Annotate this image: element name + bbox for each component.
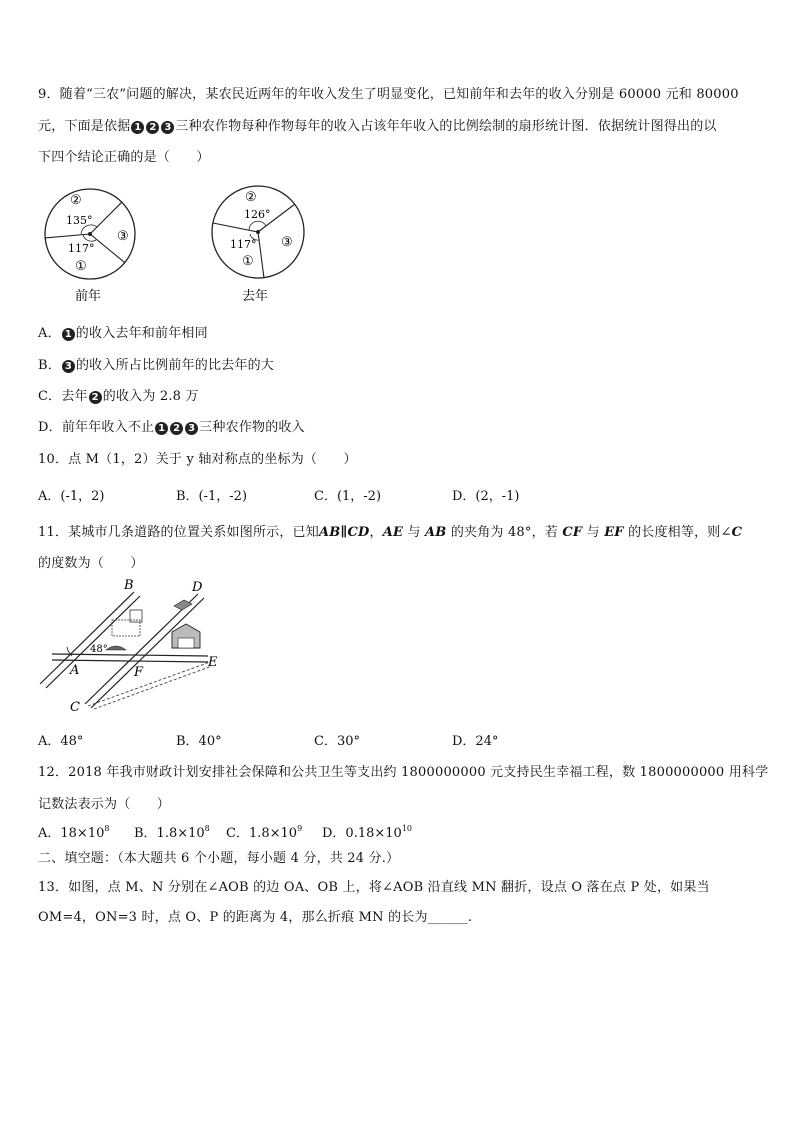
q12-line2: 记数法表示为（ ） (38, 797, 171, 812)
road-label-c: C (70, 700, 80, 715)
q11-c: C (731, 525, 743, 540)
q11-ab: AB (425, 525, 447, 540)
q12-a-exp: 8 (104, 824, 110, 833)
q11-text: 与 (403, 525, 426, 540)
q11-ef: EF (604, 525, 624, 540)
pie-left-label-2: ② (70, 193, 82, 208)
q9-option-c (38, 385, 199, 404)
q11-ae: AE (382, 525, 404, 540)
q10-option-c: C．(1，-2) (314, 489, 382, 504)
pie-left-angle-135: 135° (66, 214, 93, 227)
option-a-letter: A． (38, 326, 61, 341)
q9-option-b (38, 354, 274, 373)
road-label-d: D (192, 580, 203, 595)
q12-option-d (322, 822, 412, 841)
q10-option-b: B．(-1，-2) (176, 489, 248, 504)
option-a-text: 的收入去年和前年相同 (75, 326, 208, 341)
q11-cf: CF (562, 525, 583, 540)
road-diagram (30, 576, 230, 716)
pie-right-caption: 去年 (242, 289, 269, 304)
circled-2-icon: 2 (146, 121, 159, 134)
q11-text: 的夹角为 48°，若 (446, 525, 563, 540)
q12-b-base: B．1.8×10 (134, 826, 205, 841)
q9-option-a (38, 322, 208, 341)
q12-d-exp: 10 (401, 824, 412, 833)
road-label-f: F (134, 665, 144, 680)
road-label-b: B (124, 578, 134, 593)
option-d-letter: D．前年年收入不止 (38, 420, 155, 435)
q10-option-d: D．(2，-1) (452, 489, 520, 504)
q12-a-base: A．18×10 (38, 826, 105, 841)
q11-option-a: A．48° (38, 734, 84, 749)
circled-3-icon: 3 (161, 121, 174, 134)
q11-option-b: B．40° (176, 734, 222, 749)
q13-line1: 13．如图，点 M、N 分别在∠AOB 的边 OA、OB 上，将∠AOB 沿直线 MN 翻折，设点 O 落在点 P 处，如果当 (38, 880, 710, 895)
road-label-e: E (208, 655, 218, 670)
pie-chart-last-year (200, 182, 320, 307)
option-c-text: 的收入为 2.8 万 (102, 389, 199, 404)
q11-stem-line1 (38, 521, 742, 540)
circled-2-icon: 2 (89, 391, 102, 404)
q10-option-a: A．(-1，2) (38, 489, 105, 504)
circled-1-icon: 1 (155, 422, 168, 435)
q12-line1: 12．2018 年我市财政计划安排社会保障和公共卫生等支出约 1800000000 元支持民生幸福工程，数 1800000000 用科学 (38, 765, 769, 780)
circled-1-icon: 1 (62, 328, 75, 341)
q9-line2 (38, 115, 717, 134)
pie-right-label-3: ③ (281, 235, 293, 250)
q9-line3: 下四个结论正确的是（ ） (38, 150, 210, 165)
q12-c-exp: 9 (297, 824, 303, 833)
q12-option-a (38, 822, 109, 841)
q11-text: 的长度相等，则∠ (623, 525, 732, 540)
pie-right-label-1: ① (242, 254, 254, 269)
q10-stem: 10．点 M（1，2）关于 y 轴对称点的坐标为（ ） (38, 452, 357, 467)
road-label-a: A (70, 663, 80, 678)
option-c-letter: C．去年 (38, 389, 88, 404)
q9-option-d (38, 416, 305, 435)
option-b-letter: B． (38, 358, 61, 373)
q13-line2: OM=4，ON=3 时，点 O、P 的距离为 4，那么折痕 MN 的长为______. (38, 910, 473, 925)
pie-left-angle-117: 117° (68, 242, 95, 255)
q9-line2-end: 三种农作物每种作物每年的收入占该年年收入的比例绘制的扇形统计图．依据统计图得出的以 (175, 119, 717, 134)
q12-d-base: D．0.18×10 (322, 826, 402, 841)
pie-chart-previous-year (30, 182, 150, 307)
q11-stem-line2: 的度数为（ ） (38, 556, 144, 571)
pie-right-angle-126: 126° (244, 208, 271, 221)
q12-option-c (226, 822, 302, 841)
option-b-text: 的收入所占比例前年的比去年的大 (75, 358, 274, 373)
q11-option-c: C．30° (314, 734, 360, 749)
circled-2-icon: 2 (170, 422, 183, 435)
q12-b-exp: 8 (204, 824, 210, 833)
q12-c-base: C．1.8×10 (226, 826, 298, 841)
pie-left-label-3: ③ (117, 229, 129, 244)
q11-parallel: AB∥CD (318, 525, 370, 540)
circled-3-icon: 3 (62, 360, 75, 373)
q11-text: ， (369, 525, 383, 540)
q11-text: 与 (582, 525, 605, 540)
q11-option-d: D．24° (452, 734, 499, 749)
circled-1-icon: 1 (131, 121, 144, 134)
q12-option-b (134, 822, 210, 841)
circled-3-icon: 3 (185, 422, 198, 435)
q9-line1: 9．随着“三农”问题的解决，某农民近两年的年收入发生了明显变化，已知前年和去年的收入分别是 60000 元和 80000 (38, 87, 739, 102)
pie-right-label-2: ② (245, 190, 257, 205)
pie-right-angle-117: 117° (230, 238, 257, 251)
q11-text: 11．某城市几条道路的位置关系如图所示，已知 (38, 525, 319, 540)
pie-left-label-1: ① (75, 259, 87, 274)
section-heading: 二、填空题：（本大题共 6 个小题，每小题 4 分，共 24 分.） (38, 851, 400, 866)
pie-left-caption: 前年 (75, 289, 102, 304)
option-d-text: 三种农作物的收入 (199, 420, 305, 435)
road-angle-48: 48° (90, 644, 108, 655)
q9-line2-start: 元，下面是依据 (38, 119, 131, 134)
